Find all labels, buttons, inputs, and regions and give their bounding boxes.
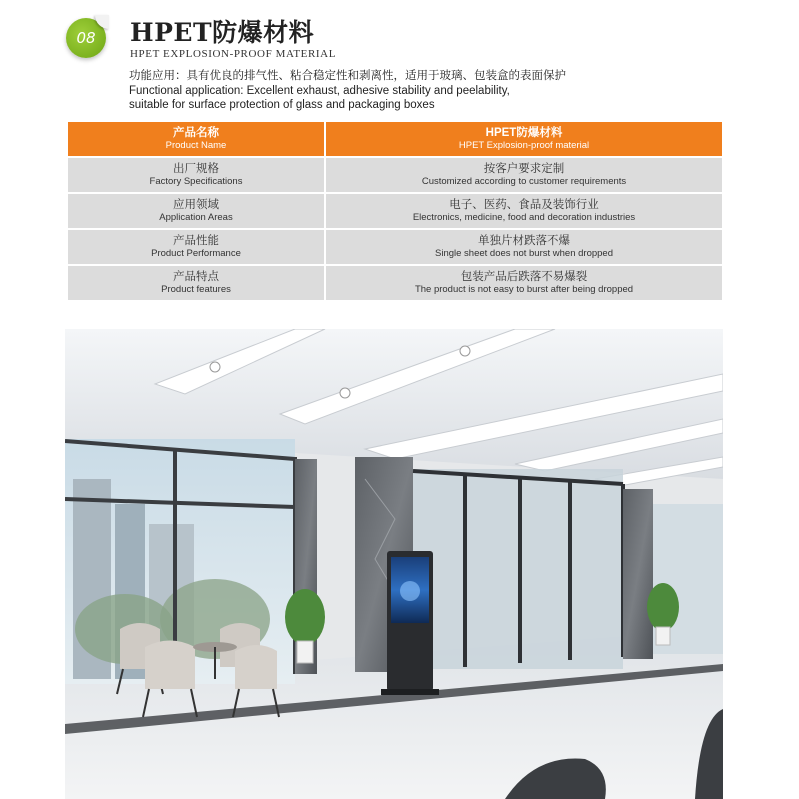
row-value-en: Customized according to customer requirements: [421, 176, 627, 187]
spec-table: [68, 120, 722, 302]
page-title: HPET防爆材料: [130, 18, 315, 47]
kiosk-base: [381, 689, 439, 695]
ceiling-spotlight: [210, 362, 220, 372]
function-description: [129, 69, 566, 113]
table-row: [68, 230, 722, 264]
header-cell-product-name: [68, 122, 326, 156]
lobby-photo: [65, 329, 723, 799]
page-curl-decoration: [95, 15, 109, 29]
description-zh: 功能应用：具有优良的排气性、粘合稳定性和剥离性，适用于玻璃、包装盒的表面保护: [129, 70, 566, 82]
header-label-zh: 产品名称: [173, 127, 219, 139]
description-en-line-2: suitable for surface protection of glass and packaging boxes: [129, 99, 435, 111]
table-row: [68, 266, 722, 300]
page-subtitle: HPET EXPLOSION-PROOF MATERIAL: [130, 48, 337, 60]
marble-column: [623, 489, 653, 659]
row-value-zh: 单独片材跌落不爆: [478, 235, 570, 247]
lobby-illustration: [65, 329, 723, 799]
section-number-badge: [66, 18, 106, 58]
row-label-cell: [68, 194, 326, 228]
row-label-en: Factory Specifications: [149, 176, 243, 187]
header-label-en: Product Name: [165, 140, 227, 151]
kiosk-screen-graphic: [400, 581, 420, 601]
row-value-cell: [326, 194, 722, 228]
section-number: 08: [76, 29, 96, 47]
row-value-en: Electronics, medicine, food and decoration industries: [412, 212, 636, 223]
row-value-en: The product is not easy to burst after being dropped: [414, 284, 634, 295]
ceiling-spotlight: [340, 388, 350, 398]
row-value-cell: [326, 230, 722, 264]
row-label-cell: [68, 158, 326, 192]
row-value-zh: 电子、医药、食品及装饰行业: [449, 199, 599, 211]
header-value-en: HPET Explosion-proof material: [458, 140, 590, 151]
row-value-en: Single sheet does not burst when dropped: [435, 248, 613, 259]
header-value-zh: HPET防爆材料: [485, 127, 563, 139]
row-value-cell: [326, 158, 722, 192]
table-row: [68, 194, 722, 228]
row-label-en: Product features: [161, 284, 231, 295]
row-value-zh: 包装产品后跌落不易爆裂: [460, 271, 588, 283]
row-label-zh: 产品性能: [173, 235, 219, 247]
plant-pot: [656, 627, 670, 645]
header-cell-product-value: [326, 122, 722, 156]
row-label-zh: 应用领域: [173, 199, 219, 211]
description-en-line-1: Functional application: Excellent exhaust, adhesive stability and peelability,: [129, 84, 510, 97]
table-row: [68, 158, 722, 192]
row-label-en: Product Performance: [151, 248, 241, 259]
row-label-cell: [68, 230, 326, 264]
row-label-zh: 产品特点: [173, 271, 219, 283]
row-label-zh: 出厂规格: [173, 163, 219, 175]
table-header-row: [68, 122, 722, 156]
potted-plant: [285, 589, 325, 645]
ceiling-spotlight: [460, 346, 470, 356]
row-label-cell: [68, 266, 326, 300]
plant-pot: [297, 641, 313, 663]
potted-plant: [647, 583, 679, 631]
row-label-en: Application Areas: [159, 212, 233, 223]
row-value-zh: 按客户要求定制: [483, 163, 565, 175]
row-value-cell: [326, 266, 722, 300]
